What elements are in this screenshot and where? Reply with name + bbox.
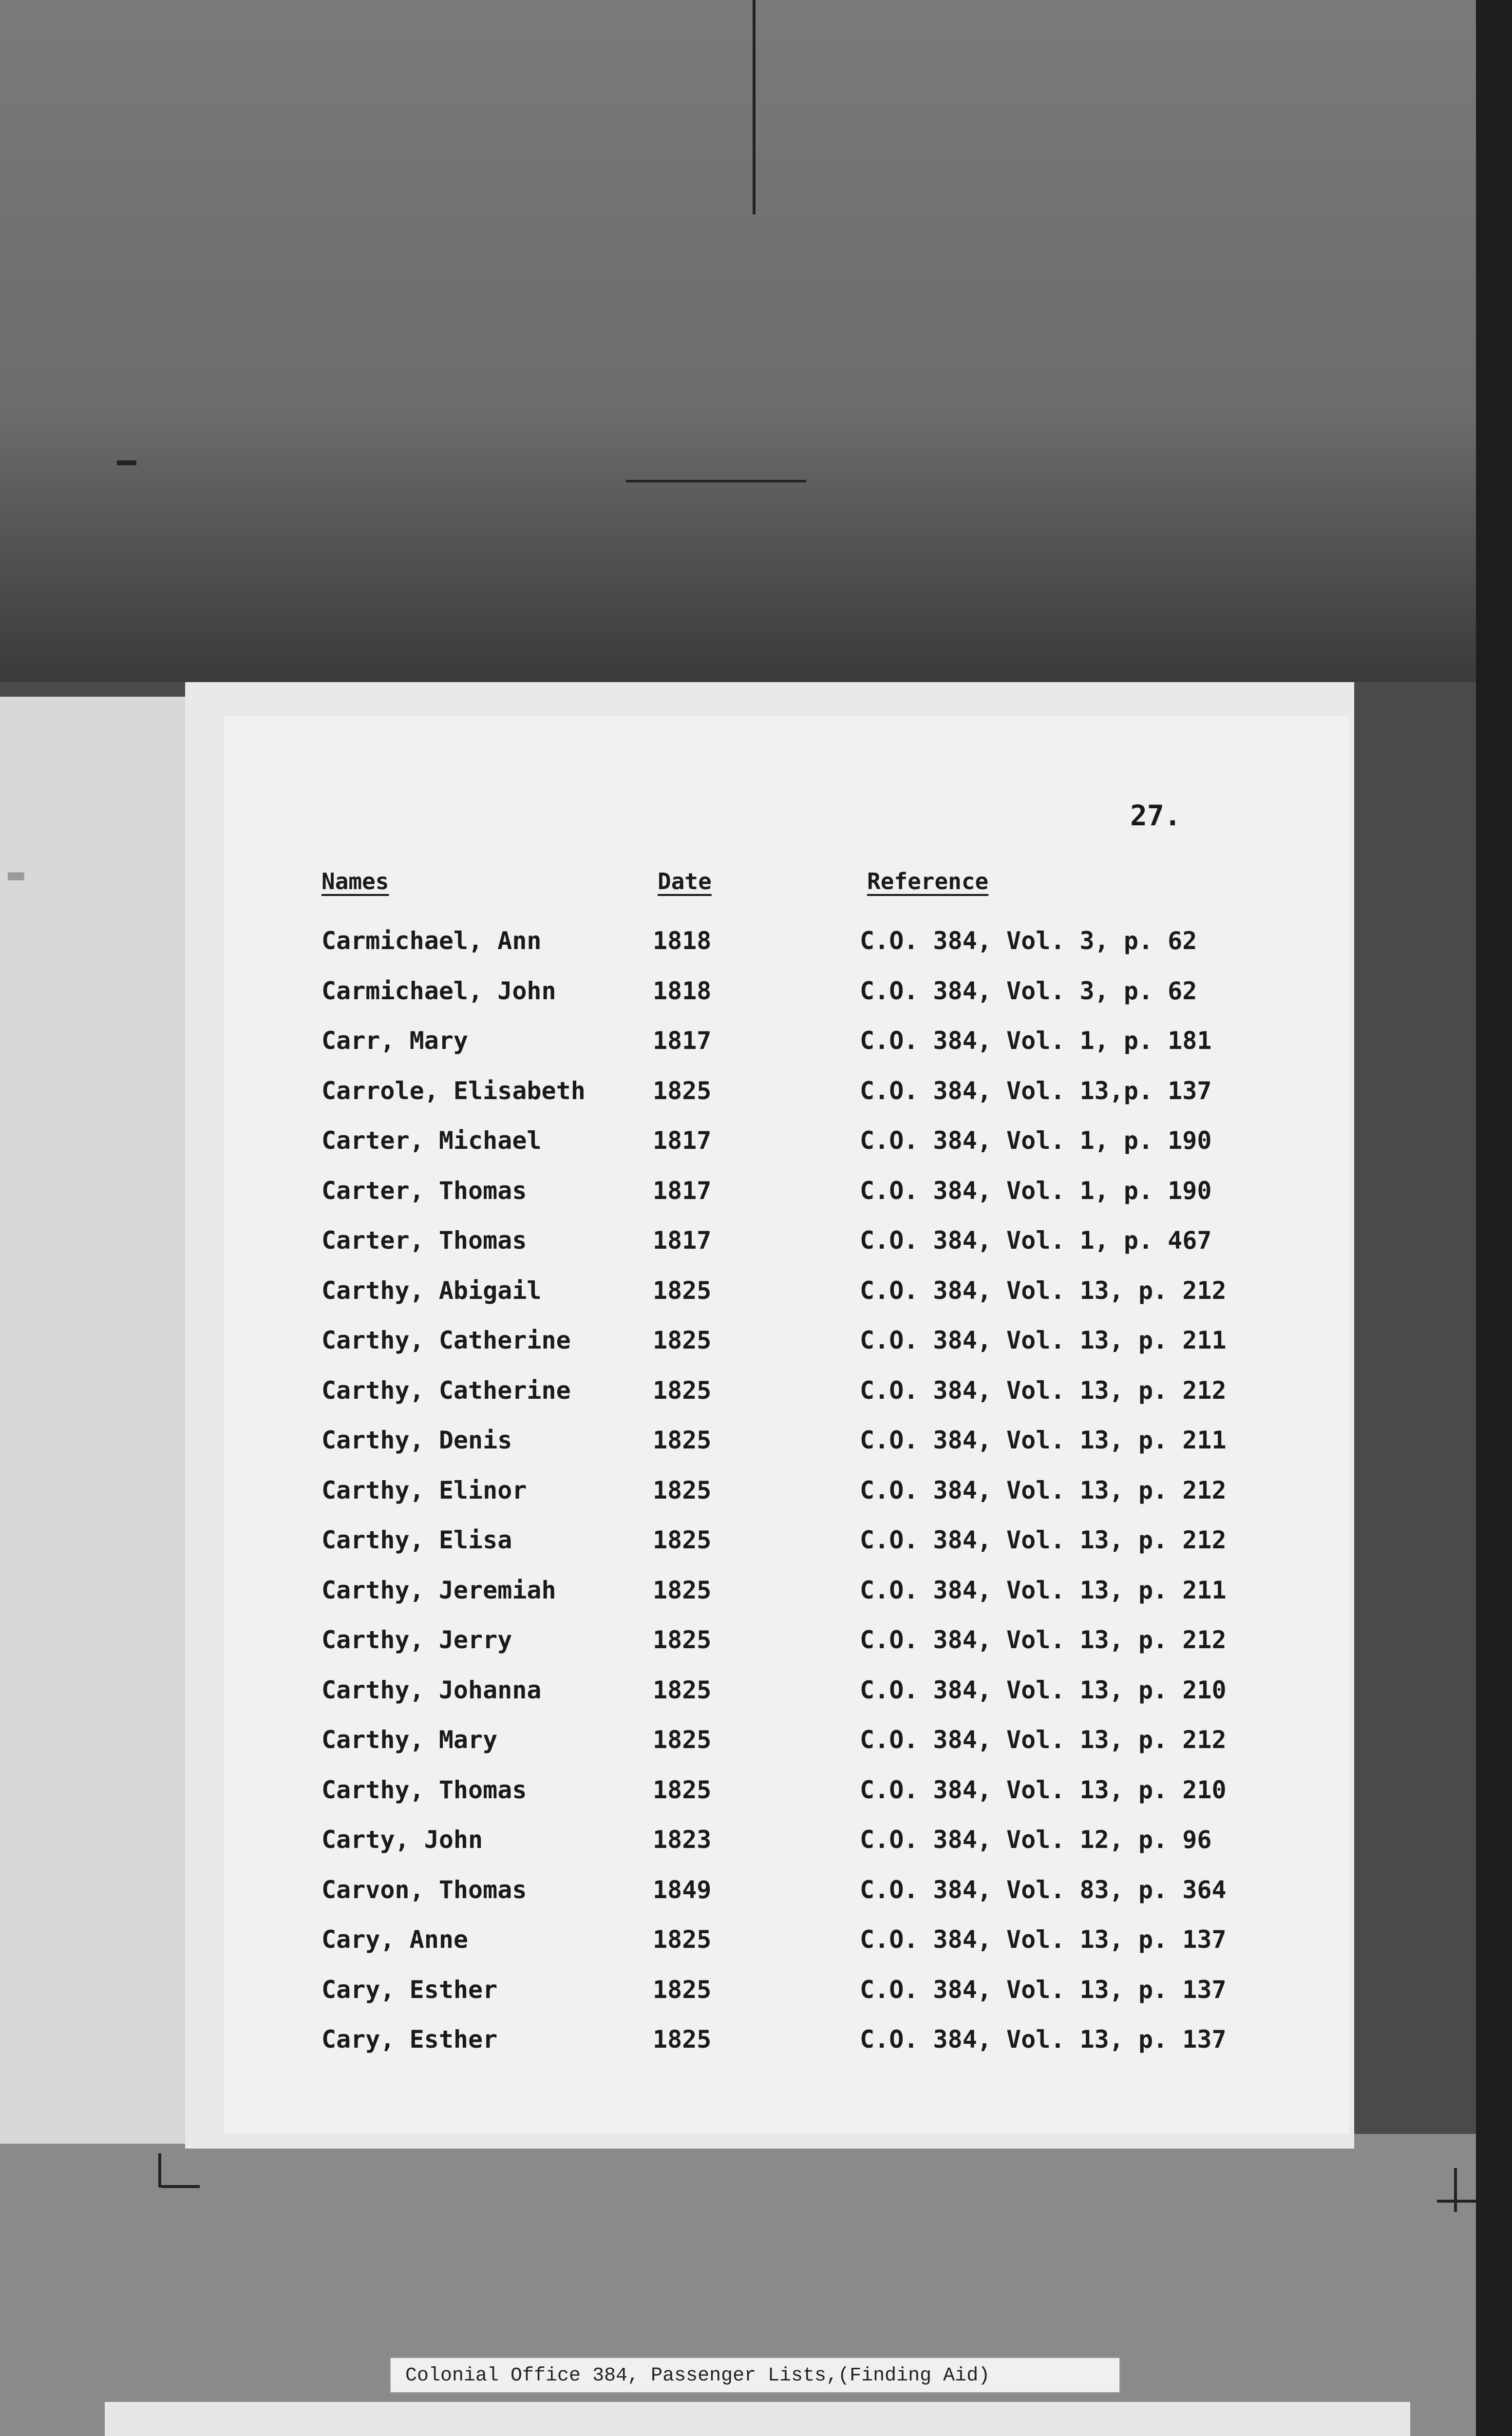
- row-name: Carter, Thomas: [321, 1226, 527, 1255]
- row-reference: C.O. 384, Vol. 83, p. 364: [860, 1875, 1227, 1904]
- row-reference: C.O. 384, Vol. 13, p. 210: [860, 1675, 1227, 1704]
- row-name: Carthy, Thomas: [321, 1775, 527, 1804]
- row-reference: C.O. 384, Vol. 13, p. 212: [860, 1476, 1227, 1504]
- row-reference: C.O. 384, Vol. 3, p. 62: [860, 976, 1197, 1005]
- row-name: Carr, Mary: [321, 1027, 469, 1055]
- row-reference: C.O. 384, Vol. 12, p. 96: [860, 1826, 1212, 1854]
- row-name: Carter, Michael: [321, 1126, 542, 1155]
- row-name: Carthy, Abigail: [321, 1276, 542, 1305]
- row-reference: C.O. 384, Vol. 13, p. 212: [860, 1376, 1227, 1405]
- registration-mark: [1454, 2168, 1457, 2212]
- list-row: [321, 966, 1296, 1016]
- row-name: Carthy, Denis: [321, 1426, 512, 1454]
- list-row: [321, 1765, 1296, 1815]
- row-name: Carthy, Jerry: [321, 1626, 512, 1654]
- row-reference: C.O. 384, Vol. 13, p. 212: [860, 1626, 1227, 1654]
- list-row: [321, 1515, 1296, 1565]
- row-name: Carthy, Mary: [321, 1726, 498, 1754]
- row-name: Cary, Esther: [321, 2025, 498, 2054]
- row-reference: C.O. 384, Vol. 13, p. 137: [860, 1975, 1227, 2004]
- row-date: 1825: [653, 1775, 712, 1804]
- registration-mark: [1437, 2200, 1481, 2203]
- row-date: 1817: [653, 1176, 712, 1205]
- row-name: Carmichael, John: [321, 976, 556, 1005]
- facing-page-text: ▬: [6, 862, 26, 887]
- row-reference: C.O. 384, Vol. 13, p. 210: [860, 1775, 1227, 1804]
- row-date: 1825: [653, 1526, 712, 1554]
- list-row: [321, 1665, 1296, 1715]
- list-row: [321, 1565, 1296, 1616]
- row-name: Carthy, Catherine: [321, 1326, 571, 1354]
- list-row: [321, 1016, 1296, 1066]
- row-name: Carthy, Jeremiah: [321, 1576, 556, 1604]
- backdrop: [0, 0, 1512, 682]
- backdrop-mark: [626, 480, 806, 482]
- row-reference: C.O. 384, Vol. 1, p. 190: [860, 1176, 1212, 1205]
- row-name: Carvon, Thomas: [321, 1875, 527, 1904]
- header-names: Names: [321, 868, 389, 894]
- row-date: 1823: [653, 1826, 712, 1854]
- row-reference: C.O. 384, Vol. 13, p. 137: [860, 2025, 1227, 2054]
- row-name: Carthy, Catherine: [321, 1376, 571, 1405]
- header-date: Date: [658, 868, 712, 894]
- row-date: 1825: [653, 1925, 712, 1954]
- row-name: Carty, John: [321, 1826, 483, 1854]
- row-date: 1825: [653, 1076, 712, 1105]
- row-name: Carthy, Johanna: [321, 1675, 542, 1704]
- list-row: [321, 1715, 1296, 1765]
- row-name: Cary, Anne: [321, 1925, 469, 1954]
- row-reference: C.O. 384, Vol. 13, p. 212: [860, 1726, 1227, 1754]
- row-reference: C.O. 384, Vol. 13, p. 137: [860, 1925, 1227, 1954]
- archives-placard: [105, 2402, 1410, 2436]
- list-row: [321, 1266, 1296, 1316]
- list-row: [321, 1116, 1296, 1166]
- row-name: Cary, Esther: [321, 1975, 498, 2004]
- row-date: 1817: [653, 1027, 712, 1055]
- row-date: 1825: [653, 1975, 712, 2004]
- row-reference: C.O. 384, Vol. 1, p. 190: [860, 1126, 1212, 1155]
- row-date: 1825: [653, 1476, 712, 1504]
- list-row: [321, 1415, 1296, 1465]
- row-date: 1825: [653, 1726, 712, 1754]
- row-name: Carmichael, Ann: [321, 927, 542, 955]
- row-reference: C.O. 384, Vol. 1, p. 467: [860, 1226, 1212, 1255]
- row-date: 1817: [653, 1226, 712, 1255]
- registration-mark: [158, 2153, 161, 2188]
- list-row: [321, 1315, 1296, 1366]
- row-date: 1825: [653, 1326, 712, 1354]
- row-date: 1849: [653, 1875, 712, 1904]
- list-row: [321, 1366, 1296, 1416]
- list-row: [321, 1166, 1296, 1216]
- row-reference: C.O. 384, Vol. 13, p. 212: [860, 1276, 1227, 1305]
- passenger-list: [321, 916, 1296, 2065]
- row-name: Carthy, Elinor: [321, 1476, 527, 1504]
- row-date: 1825: [653, 1276, 712, 1305]
- row-date: 1825: [653, 2025, 712, 2054]
- row-name: Carthy, Elisa: [321, 1526, 512, 1554]
- row-date: 1818: [653, 976, 712, 1005]
- row-reference: C.O. 384, Vol. 13, p. 211: [860, 1426, 1227, 1454]
- list-row: [321, 916, 1296, 966]
- list-row: [321, 1915, 1296, 1965]
- row-date: 1825: [653, 1626, 712, 1654]
- list-row: [321, 1066, 1296, 1116]
- row-date: 1825: [653, 1376, 712, 1405]
- registration-mark: [161, 2185, 200, 2188]
- row-date: 1817: [653, 1126, 712, 1155]
- row-date: 1825: [653, 1675, 712, 1704]
- row-reference: C.O. 384, Vol. 13, p. 211: [860, 1326, 1227, 1354]
- finding-aid-label: Colonial Office 384, Passenger Lists,(Finding Aid): [390, 2357, 1120, 2393]
- row-reference: C.O. 384, Vol. 1, p. 181: [860, 1027, 1212, 1055]
- row-reference: C.O. 384, Vol. 13, p. 212: [860, 1526, 1227, 1554]
- list-row: [321, 1865, 1296, 1915]
- header-reference: Reference: [867, 868, 989, 894]
- row-date: 1825: [653, 1426, 712, 1454]
- list-row: [321, 1815, 1296, 1865]
- row-reference: C.O. 384, Vol. 13, p. 211: [860, 1576, 1227, 1604]
- row-date: 1818: [653, 927, 712, 955]
- row-reference: C.O. 384, Vol. 13,p. 137: [860, 1076, 1212, 1105]
- backdrop-mark: [117, 460, 136, 465]
- row-date: 1825: [653, 1576, 712, 1604]
- backdrop-edge: [1476, 0, 1512, 2436]
- list-row: [321, 2015, 1296, 2065]
- facing-page: [0, 697, 188, 2144]
- row-name: Carrole, Elisabeth: [321, 1076, 586, 1105]
- list-row: [321, 1965, 1296, 2015]
- backdrop-mark: [753, 0, 756, 214]
- list-row: [321, 1465, 1296, 1516]
- list-row: [321, 1216, 1296, 1266]
- row-name: Carter, Thomas: [321, 1176, 527, 1205]
- row-reference: C.O. 384, Vol. 3, p. 62: [860, 927, 1197, 955]
- page-number: 27.: [1130, 799, 1181, 832]
- list-row: [321, 1615, 1296, 1665]
